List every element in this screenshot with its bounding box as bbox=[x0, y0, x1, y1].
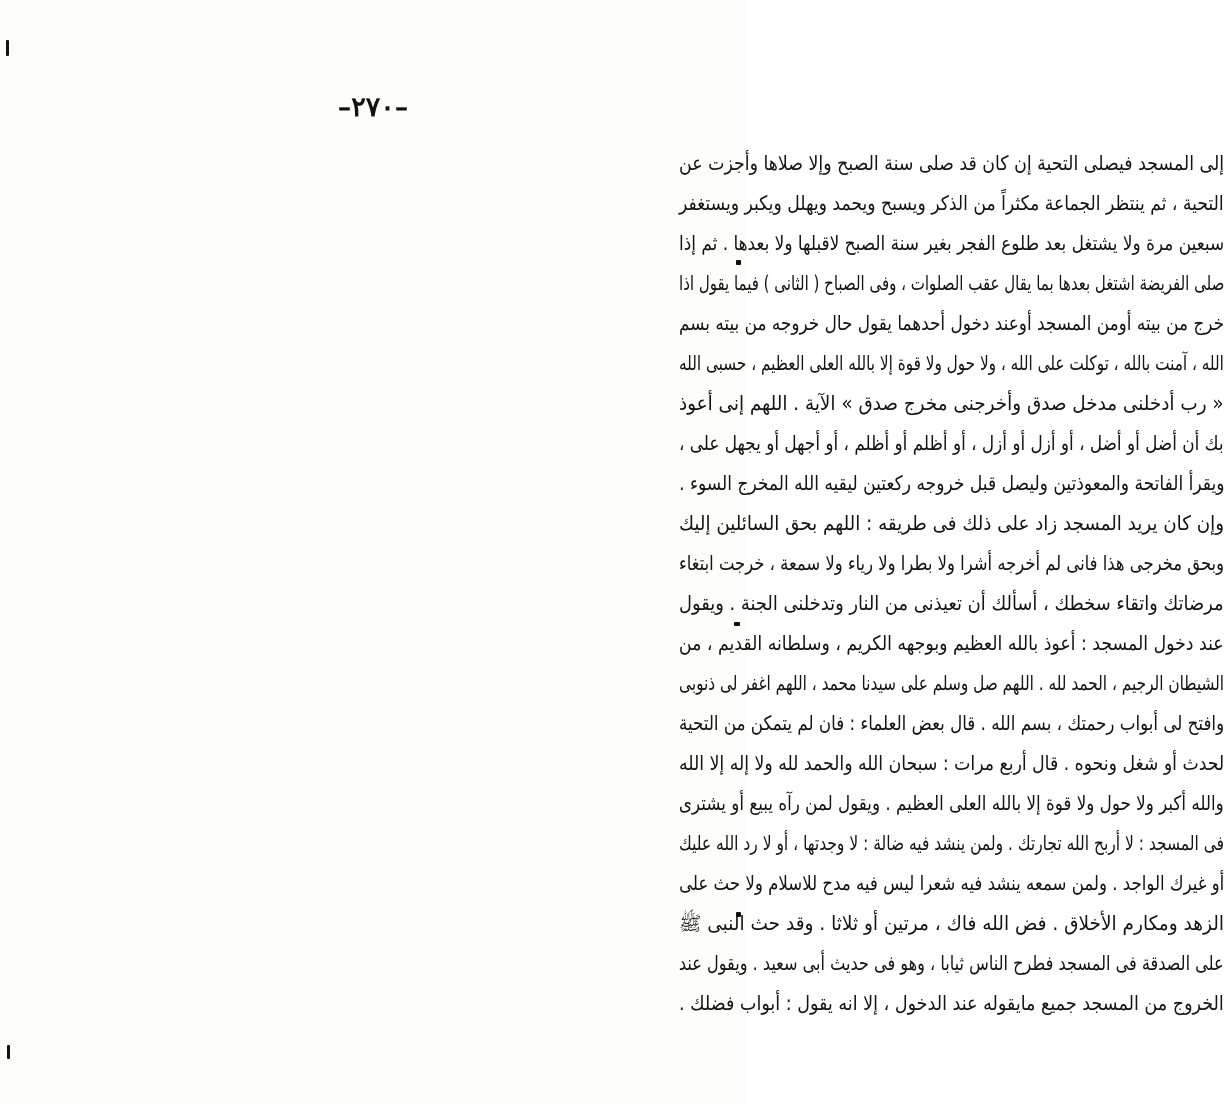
text-line: وبحق مخرجى هذا فانى لم أخرجه أشرا ولا بطرا ولا رياء ولا سمعة ، خرجت ابتغاء bbox=[678, 551, 1224, 575]
text-line: ويقرأ الفاتحة والمعوذتين وليصل قبل خروجه ركعتين ليقيه الله المخرج السوء . bbox=[678, 471, 1224, 495]
text-line: الخروج من المسجد جميع مايقوله عند الدخول ، إلا انه يقول : أبواب فضلك . bbox=[679, 991, 1224, 1015]
text-line: عند دخول المسجد : أعوذ بالله العظيم وبوجهه الكريم ، وسلطانه القديم ، من bbox=[679, 631, 1224, 655]
text-line: سبعين مرة ولا يشتغل بعد طلوع الفجر بغير سنة الصبح لاقبلها ولا بعدها . ثم إذا bbox=[678, 231, 1224, 255]
text-line: لحدث أو شغل ونحوه . قال أربع مرات : سبحان الله والحمد لله ولا إله إلا الله bbox=[678, 751, 1224, 775]
text-line: وإن كان يريد المسجد زاد على ذلك فى طريقه : اللهم بحق السائلين إليك bbox=[678, 511, 1224, 535]
page-number: –٢٧٠– bbox=[337, 92, 409, 123]
text-line: الله ، آمنت بالله ، توكلت على الله ، ولا حول ولا قوة إلا بالله العلى العظيم ، حسبى الله bbox=[679, 351, 1224, 375]
text-line: وافتح لى أبواب رحمتك ، بسم الله . قال بعض العلماء : فان لم يتمكن من التحية bbox=[678, 711, 1224, 735]
text-line: إلى المسجد فيصلى التحية إن كان قد صلى سنة الصبح وإلا صلاها وأجزت عن bbox=[678, 151, 1224, 175]
text-line: على الصدقة فى المسجد فطرح الناس ثيابا ، وهو فى حديث أبى سعيد . ويقول عند bbox=[679, 951, 1224, 975]
text-line: أو غيرك الواجد . ولمن سمعه ينشد فيه شعرا ليس فيه مدح للاسلام ولا حث على bbox=[678, 871, 1224, 895]
left-margin-mark bbox=[7, 1045, 10, 1059]
text-line: خرج من بيته أومن المسجد أوعند دخول أحدهما يقول حال خروجه من بيته بسم bbox=[678, 311, 1224, 335]
text-line: فى المسجد : لا أربح الله تجارتك . ولمن ينشد فيه ضالة : لا وجدتها ، أو لا رد الله عليك bbox=[679, 831, 1224, 855]
text-line: والله أكبر ولا حول ولا قوة إلا بالله العلى العظيم . ويقول لمن رآه يبيع أو يشترى bbox=[679, 791, 1224, 815]
text-line: بك أن أضل أو أضل ، أو أزل أو أزل ، أو أظلم أو أظلم ، أو أجهل أو يجهل على ، bbox=[679, 431, 1224, 455]
text-line: مرضاتك واتقاء سخطك ، أسألك أن تعيذنى من النار وتدخلنى الجنة . ويقول bbox=[679, 591, 1224, 615]
text-line: « رب أدخلنى مدخل صدق وأخرجنى مخرج صدق » الآية . اللهم إنى أعوذ bbox=[679, 391, 1224, 415]
text-line: الزهد ومكارم الأخلاق . فض الله فاك ، مرتين أو ثلاثا . وقد حث النبى ﷺ bbox=[678, 911, 1224, 935]
text-line: التحية ، ثم ينتظر الجماعة مكثراً من الذكر ويسبح ويحمد ويهلل ويكبر ويستغفر bbox=[679, 191, 1224, 215]
text-line: صلى الفريضة اشتغل بعدها بما يقال عقب الصلوات ، وفى الصباح ( الثانى ) فيما يقول اذا bbox=[678, 271, 1224, 295]
left-margin-mark bbox=[6, 40, 9, 56]
text-line: الشيطان الرجيم ، الحمد لله . اللهم صل وسلم على سيدنا محمد ، اللهم اغفر لى ذنوبى bbox=[678, 671, 1224, 695]
